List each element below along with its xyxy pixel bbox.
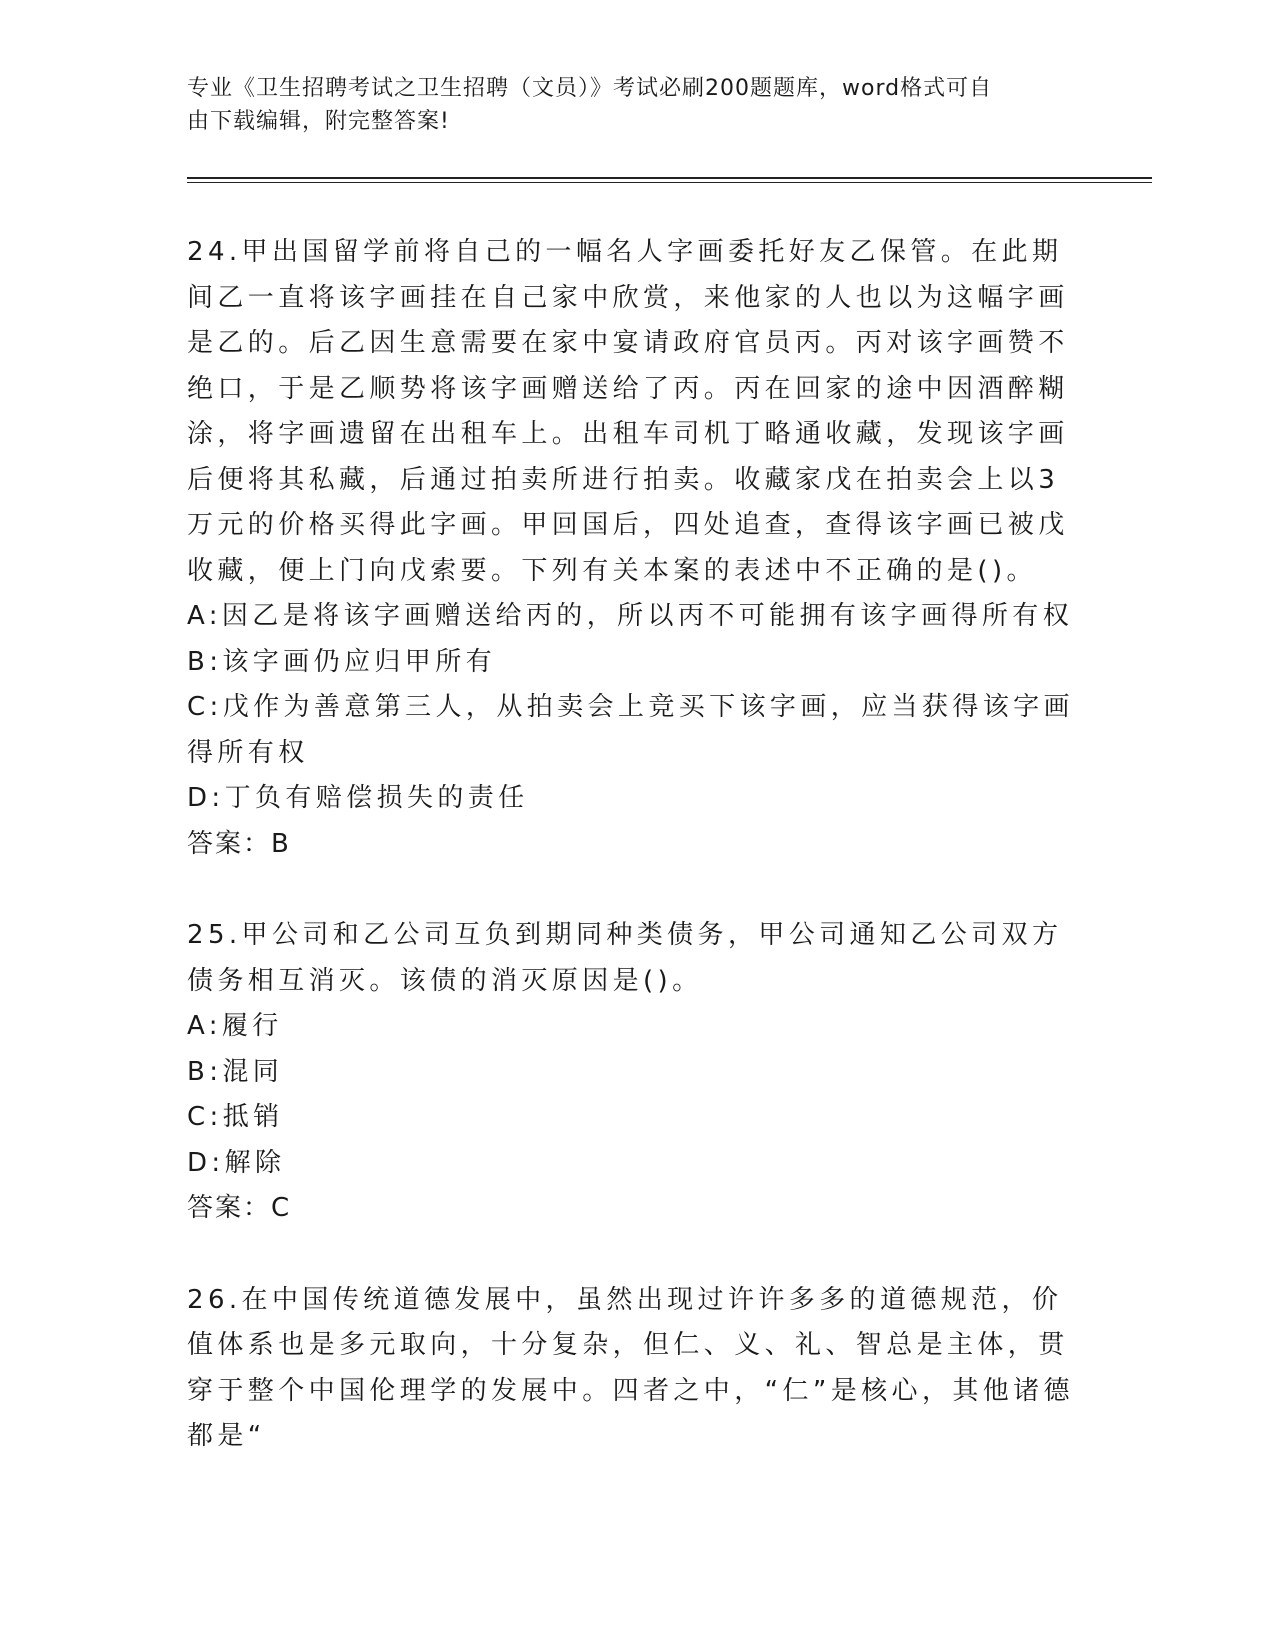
option-b: B:混同 [187, 1056, 284, 1087]
option-d: D:解除 [187, 1147, 286, 1178]
question-26 [187, 1278, 1077, 1460]
question-25 [187, 913, 1077, 1232]
header-divider-thin [187, 182, 1152, 183]
option-c: C:戊作为善意第三人，从拍卖会上竞买下该字画，应当获得该字画得所有权 [187, 692, 1074, 768]
answer-label: 答案：B [187, 828, 291, 859]
document-header [187, 72, 1067, 138]
option-a: A:因乙是将该字画赠送给丙的，所以丙不可能拥有该字画得所有权 [187, 601, 1074, 631]
question-stem: 26.在中国传统道德发展中，虽然出现过许许多多的道德规范，价值体系也是多元取向，十分复杂，但仁、义、礼、智总是主体，贯穿于整个中国伦理学的发展中。四者之中，“仁”是核心，其他诸德都是“ [187, 1284, 1074, 1451]
question-stem: 24.甲出国留学前将自己的一幅名人字画委托好友乙保管。在此期间乙一直将该字画挂在自己家中欣赏，来他家的人也以为这幅字画是乙的。后乙因生意需要在家中宴请政府官员丙。丙对该字画赞不绝口，于是乙顺势将该字画赠送给了丙。丙在回家的途中因酒醉糊涂，将字画遗留在出租车上。出租车司机丁略通收藏，发现该字画后便将其私藏，后通过拍卖所进行拍卖。收藏家戊在拍卖会上以3万元的价格买得此字画。甲回国后，四处追查，查得该字画已被戊收藏，便上门向戊索要。下列有关本案的表述中不正确的是()。 [187, 237, 1069, 586]
answer-label: 答案：C [187, 1193, 292, 1223]
spacer [187, 1232, 1077, 1278]
option-c: C:抵销 [187, 1102, 284, 1132]
question-stem: 25.甲公司和乙公司互负到期同种类债务，甲公司通知乙公司双方债务相互消灭。该债的消灭原因是()。 [187, 920, 1063, 996]
option-d: D:丁负有赔偿损失的责任 [187, 783, 529, 813]
question-list [187, 230, 1077, 1460]
option-a: A:履行 [187, 1011, 283, 1041]
question-24 [187, 230, 1077, 867]
spacer [187, 867, 1077, 913]
header-line-2: 由下载编辑，附完整答案! [187, 109, 450, 134]
header-divider-thick [187, 177, 1152, 179]
option-b: B:该字画仍应归甲所有 [187, 646, 496, 677]
header-line-1: 专业《卫生招聘考试之卫生招聘（文员）》考试必刷200题题库，word格式可自 [187, 76, 993, 101]
